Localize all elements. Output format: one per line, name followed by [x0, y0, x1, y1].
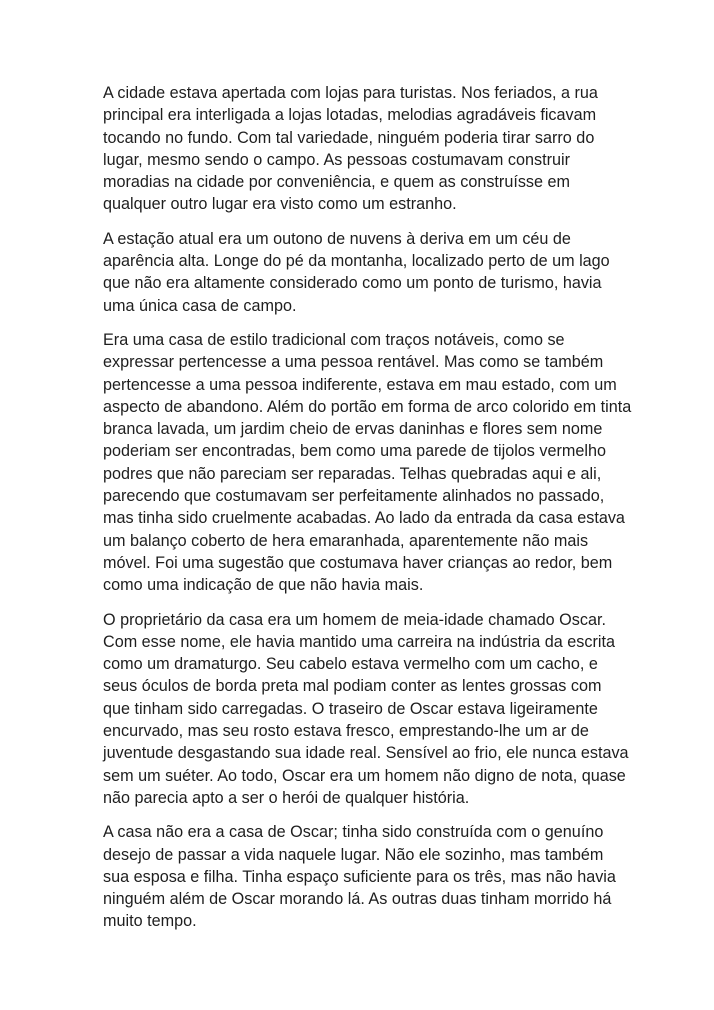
text-line: como uma indicação de que não havia mais.: [103, 576, 424, 595]
text-line: mas tinha sido cruelmente acabadas. Ao lado da entrada da casa estava: [103, 509, 625, 528]
text-line: desejo de passar a vida naquele lugar. Não ele sozinho, mas também: [103, 845, 604, 864]
paragraph-4: [103, 609, 629, 810]
text-line: O proprietário da casa era um homem de meia-idade chamado Oscar.: [103, 610, 606, 629]
text-line: muito tempo.: [103, 912, 197, 931]
text-line: pertencesse a uma pessoa indiferente, estava em mau estado, com um: [103, 375, 617, 394]
paragraph-3: [103, 329, 632, 597]
text-line: tocando no fundo. Com tal variedade, ninguém poderia tirar sarro do: [103, 128, 595, 147]
text-line: ninguém além de Oscar morando lá. As outras duas tinham morrido há: [103, 890, 612, 909]
text-line: A casa não era a casa de Oscar; tinha sido construída com o genuíno: [103, 823, 604, 842]
text-line: não parecia apto a ser o herói de qualquer história.: [103, 788, 470, 807]
text-line: que tinham sido carregadas. O traseiro de Oscar estava ligeiramente: [103, 699, 598, 718]
text-line: Era uma casa de estilo tradicional com traços notáveis, como se: [103, 330, 565, 349]
document-body: [103, 82, 632, 945]
text-line: podres que não pareciam ser reparadas. Telhas quebradas aqui e ali,: [103, 464, 602, 483]
text-line: sem um suéter. Ao todo, Oscar era um homem não digno de nota, quase: [103, 766, 626, 785]
text-line: qualquer outro lugar era visto como um estranho.: [103, 195, 457, 214]
text-line: poderiam ser encontradas, bem como uma parede de tijolos vermelho: [103, 442, 606, 461]
text-line: seus óculos de borda preta mal podiam conter as lentes grossas com: [103, 677, 602, 696]
text-line: A cidade estava apertada com lojas para turistas. Nos feriados, a rua: [103, 84, 598, 102]
text-line: um balanço coberto de hera emaranhada, aparentemente não mais: [103, 531, 589, 550]
text-line: branca lavada, um jardim cheio de ervas daninhas e flores sem nome: [103, 420, 603, 439]
text-line: móvel. Foi uma sugestão que costumava haver crianças ao redor, bem: [103, 553, 613, 572]
text-line: juventude desgastando sua idade real. Sensível ao frio, ele nunca estava: [103, 744, 629, 763]
text-line: encurvado, mas seu rosto estava fresco, emprestando-lhe um ar de: [103, 722, 589, 741]
text-line: lugar, mesmo sendo o campo. As pessoas costumavam construir: [103, 150, 570, 169]
paragraph-5: [103, 821, 623, 932]
text-line: Com esse nome, ele havia mantido uma carreira na indústria da escrita: [103, 632, 615, 651]
text-line: moradias na cidade por conveniência, e quem as construísse em: [103, 173, 570, 192]
text-line: aspecto de abandono. Além do portão em forma de arco colorido em tinta: [103, 397, 632, 416]
text-line: principal era interligada a lojas lotadas, melodias agradáveis ficavam: [103, 106, 597, 125]
text-line: que não era altamente considerado como um ponto de turismo, havia: [103, 274, 602, 293]
text-line: parecendo que costumavam ser perfeitamente alinhados no passado,: [103, 487, 605, 506]
text-line: sua esposa e filha. Tinha espaço suficiente para os três, mas não havia: [103, 867, 616, 886]
text-line: aparência alta. Longe do pé da montanha, localizado perto de um lago: [103, 252, 610, 271]
text-line: uma única casa de campo.: [103, 296, 297, 315]
paragraph-1: [103, 82, 623, 216]
text-line: A estação atual era um outono de nuvens à deriva em um céu de: [103, 229, 571, 248]
text-line: como um dramaturgo. Seu cabelo estava vermelho com um cacho, e: [103, 655, 598, 674]
text-line: expressar pertencesse a uma pessoa rentável. Mas como se também: [103, 353, 604, 372]
paragraph-2: [103, 228, 623, 317]
